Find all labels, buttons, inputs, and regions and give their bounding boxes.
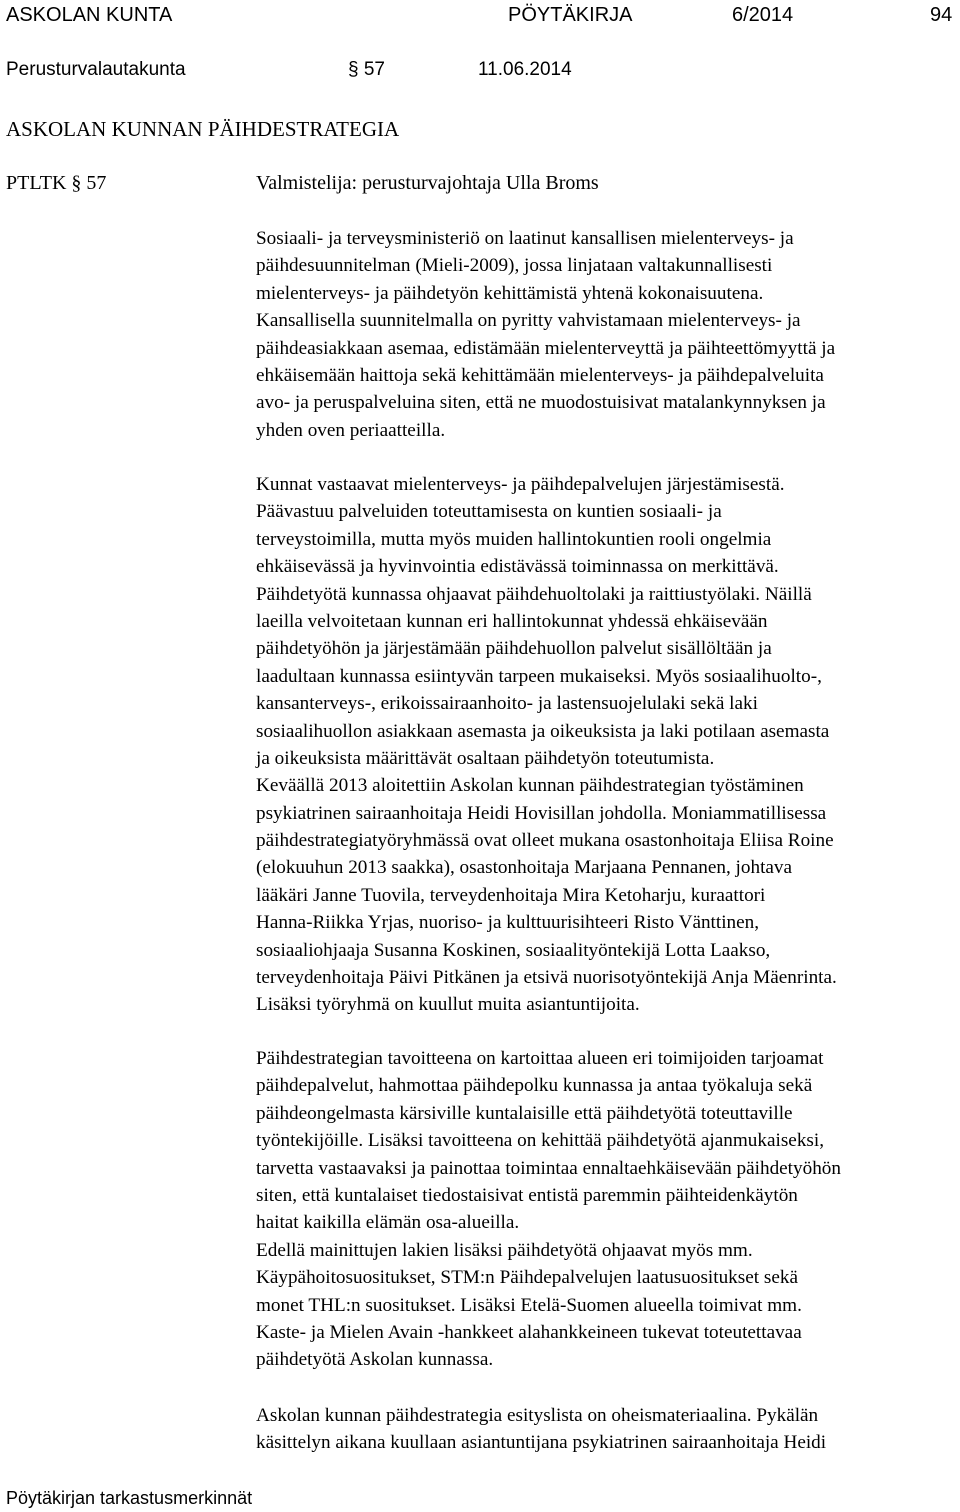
text-line: Hanna-Riikka Yrjas, nuoriso- ja kulttuurisihteeri Risto Vänttinen, bbox=[256, 912, 760, 934]
text-line: Kansallisella suunnitelmalla on pyritty vahvistamaan mielenterveys- ja bbox=[256, 310, 801, 332]
text-line: kansanterveys-, erikoissairaanhoito- ja lastensuojelulaki sekä laki bbox=[256, 693, 758, 715]
paragraph-4 bbox=[256, 1402, 960, 1457]
text-line: tarvetta vastaavaksi ja painottaa toimintaa ennaltaehkäisevään päihdetyöhön bbox=[256, 1157, 841, 1179]
meeting-date: 11.06.2014 bbox=[478, 59, 572, 80]
preparer-line: Valmistelija: perusturvajohtaja Ulla Broms bbox=[256, 172, 599, 194]
text-line: mielenterveys- ja päihdetyön kehittämistä yhtenä kokonaisuutena. bbox=[256, 282, 764, 304]
page-number: 94 bbox=[930, 4, 953, 26]
text-line: päihdetyöhön ja järjestämään päihdehuollon palvelut sisällöltään ja bbox=[256, 638, 772, 660]
text-line: (elokuuhun 2013 saakka), osastonhoitaja Marjaana Pennanen, johtava bbox=[256, 857, 793, 879]
text-line: monet THL:n suositukset. Lisäksi Etelä-Suomen alueella toimivat mm. bbox=[256, 1294, 802, 1316]
section-label: PTLTK § 57 bbox=[6, 172, 107, 194]
document-title: ASKOLAN KUNNAN PÄIHDESTRATEGIA bbox=[6, 117, 400, 141]
text-line: päihdeongelmasta kärsiville kuntalaisille että päihdetyötä toteuttaville bbox=[256, 1102, 793, 1124]
text-line: psykiatrinen sairaanhoitaja Heidi Hovisillan johdolla. Moniammatillisessa bbox=[256, 802, 827, 824]
text-line: päihdepalvelut, hahmottaa päihdepolku kunnassa ja antaa työkaluja sekä bbox=[256, 1075, 813, 1097]
text-line: työntekijöille. Lisäksi tavoitteena on kehittää päihdetyötä ajanmukaiseksi, bbox=[256, 1130, 825, 1152]
committee-name: Perusturvalautakunta bbox=[6, 59, 186, 80]
text-line: ehkäisemään haittoja sekä kehittämään mielenterveys- ja päihdepalveluita bbox=[256, 364, 824, 386]
text-line: päihdeasiakkaan asemaa, edistämään mielenterveyttä ja päihteettömyyttä ja bbox=[256, 337, 836, 359]
doc-type: PÖYTÄKIRJA bbox=[508, 4, 633, 26]
section-reference: § 57 bbox=[348, 59, 385, 80]
footer-review-marks: Pöytäkirjan tarkastusmerkinnät bbox=[6, 1488, 253, 1508]
text-line: avo- ja peruspalveluina siten, että ne muodostuisivat matalankynnyksen ja bbox=[256, 392, 826, 414]
text-line: ja oikeuksista määrittävät osaltaan päihdetyön toteutumista. bbox=[256, 747, 715, 769]
doc-number: 6/2014 bbox=[732, 4, 794, 26]
text-line: käsittelyn aikana kuullaan asiantuntijana psykiatrinen sairaanhoitaja Heidi bbox=[256, 1432, 827, 1454]
text-line: yhden oven periaatteilla. bbox=[256, 419, 446, 441]
text-line: päihdesuunnitelman (Mieli-2009), jossa linjataan valtakunnallisesti bbox=[256, 255, 773, 277]
text-line: Päihdestrategian tavoitteena on kartoittaa alueen eri toimijoiden tarjoamat bbox=[256, 1048, 824, 1069]
org-name: ASKOLAN KUNTA bbox=[6, 4, 173, 26]
paragraph-3 bbox=[256, 1045, 960, 1374]
text-line: ehkäisevässä ja hyvinvointia edistävässä toiminnassa on merkittävä. bbox=[256, 556, 779, 578]
text-line: Sosiaali- ja terveysministeriö on laatinut kansallisen mielenterveys- ja bbox=[256, 228, 794, 249]
text-line: terveydenhoitaja Päivi Pitkänen ja etsivä nuorisotyöntekijä Anja Mäenrinta. bbox=[256, 967, 837, 989]
text-line: terveystoimilla, mutta myös muiden hallintokuntien rooli ongelmia bbox=[256, 528, 772, 550]
text-line: laeilla velvoitetaan kunnan eri hallintokunnat yhdessä ehkäisevään bbox=[256, 610, 768, 632]
text-line: Keväällä 2013 aloitettiin Askolan kunnan päihdestrategian työstäminen bbox=[256, 775, 804, 797]
text-line: haitat kaikilla elämän osa-alueilla. bbox=[256, 1212, 520, 1234]
text-line: Päävastuu palveluiden toteuttamisesta on kuntien sosiaali- ja bbox=[256, 501, 722, 523]
text-line: lääkäri Janne Tuovila, terveydenhoitaja Mira Ketoharju, kuraattori bbox=[256, 884, 766, 906]
text-line: Lisäksi työryhmä on kuullut muita asiantuntijoita. bbox=[256, 994, 640, 1016]
text-line: Askolan kunnan päihdestrategia esityslista on oheismateriaalina. Pykälän bbox=[256, 1405, 819, 1426]
text-line: sosiaalihuollon asiakkaan asemasta ja oikeuksista ja laki potilaan asemasta bbox=[256, 720, 830, 742]
text-line: päihdestrategiatyöryhmässä ovat olleet mukana osastonhoitaja Eliisa Roine bbox=[256, 830, 834, 852]
text-line: Päihdetyötä kunnassa ohjaavat päihdehuoltolaki ja raittiustyölaki. Näillä bbox=[256, 583, 812, 605]
text-line: siten, että kuntalaiset tiedostaisivat entistä paremmin päihteidenkäytön bbox=[256, 1184, 798, 1206]
text-line: Edellä mainittujen lakien lisäksi päihdetyötä ohjaavat myös mm. bbox=[256, 1239, 753, 1261]
text-line: laadultaan kunnassa esiintyvän tarpeen mukaiseksi. Myös sosiaalihuolto-, bbox=[256, 665, 822, 687]
paragraph-1 bbox=[256, 225, 960, 444]
text-line: sosiaaliohjaaja Susanna Koskinen, sosiaalityöntekijä Lotta Laakso, bbox=[256, 939, 771, 961]
text-line: Kaste- ja Mielen Avain -hankkeet alahankkeineen tukevat toteutettavaa bbox=[256, 1321, 802, 1343]
text-line: Käypähoitosuositukset, STM:n Päihdepalvelujen laatusuositukset sekä bbox=[256, 1267, 798, 1289]
text-line: Kunnat vastaavat mielenterveys- ja päihdepalvelujen järjestämisestä. bbox=[256, 474, 785, 495]
text-line: päihdetyötä Askolan kunnassa. bbox=[256, 1349, 494, 1371]
paragraph-2 bbox=[256, 471, 960, 1019]
